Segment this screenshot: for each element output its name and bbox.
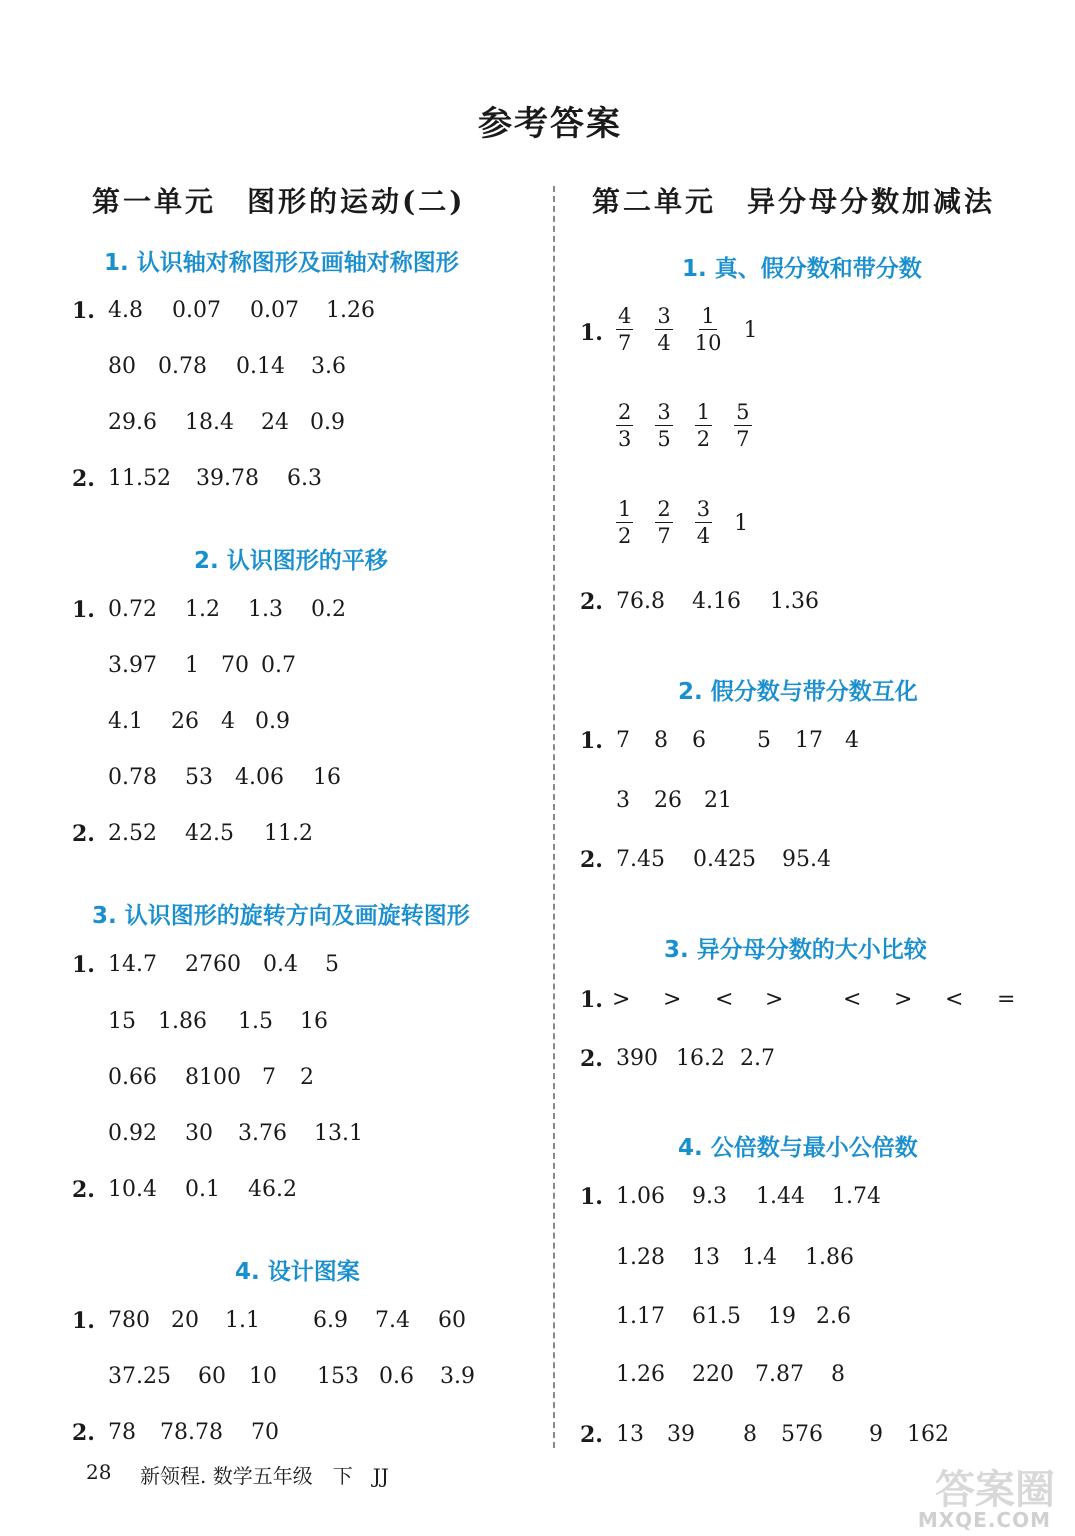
left-unit-title: 第一单元 图形的运动(二) <box>92 185 466 218</box>
fraction: $\frac{1}{10}$ <box>694 304 722 355</box>
question-label: 2. <box>580 589 603 615</box>
answer-row: 0.66 8100 7 2 <box>108 1065 314 1090</box>
answer-row: 78 78.78 70 <box>108 1420 279 1445</box>
left-section-1-title: 1. 认识轴对称图形及画轴对称图形 <box>104 250 459 276</box>
page-number: 28 <box>86 1460 112 1484</box>
question-label: 1. <box>72 597 95 623</box>
answer-row: 14.7 2760 0.4 5 <box>108 952 339 977</box>
book-title: 新领程. 数学五年级 下 JJ <box>140 1464 389 1488</box>
fraction: $\frac{1}{2}$ <box>696 400 711 451</box>
question-label: 2. <box>72 821 95 847</box>
answer-row: 13 39 8 576 9 162 <box>616 1422 949 1447</box>
watermark-logo: 答案圈 <box>935 1467 1055 1513</box>
answer-row: 37.25 60 10 153 0.6 3.9 <box>108 1364 475 1389</box>
answer-row: 11.52 39.78 6.3 <box>108 466 322 491</box>
question-label: 1. <box>580 1184 603 1210</box>
answer-row: 80 0.78 0.14 3.6 <box>108 354 346 379</box>
fraction-row <box>616 402 774 450</box>
fraction: $\frac{5}{7}$ <box>736 400 750 451</box>
answer-row: 76.8 4.16 1.36 <box>616 589 819 614</box>
question-label: 1. <box>72 1308 95 1334</box>
answer-row: 3.97 1 70 0.7 <box>108 653 296 678</box>
right-section-2-title: 2. 假分数与带分数互化 <box>678 679 918 705</box>
answer-row: 29.6 18.4 24 0.9 <box>108 410 345 435</box>
question-label: 2. <box>580 1422 603 1448</box>
question-label: 2. <box>72 1177 95 1203</box>
answer-row: 10.4 0.1 46.2 <box>108 1177 297 1202</box>
answer-row: > > < > < > < = <box>612 987 1016 1012</box>
question-label: 2. <box>580 847 603 873</box>
fraction: $\frac{2}{7}$ <box>657 497 671 548</box>
answer-row: 0.78 53 4.06 16 <box>108 765 341 790</box>
question-label: 1. <box>72 298 95 324</box>
column-divider <box>553 186 555 1448</box>
question-label: 1. <box>72 952 95 978</box>
page-title: 参考答案 <box>478 104 622 144</box>
answer-row: 7.45 0.425 95.4 <box>616 847 831 872</box>
fraction: $\frac{2}{3}$ <box>618 400 632 451</box>
question-label: 2. <box>580 1046 603 1072</box>
answer-row: 4.1 26 4 0.9 <box>108 709 290 734</box>
answer-row: 1.06 9.3 1.44 1.74 <box>616 1184 881 1209</box>
answer-row: 0.72 1.2 1.3 0.2 <box>108 597 346 622</box>
fraction-row: $\frac{4}{7}$ $\frac{3}{4}$ $\frac{1}{10}$ 1 <box>618 304 758 355</box>
watermark-url: MXQE.COM <box>917 1508 1051 1532</box>
fraction: $\frac{4}{7}$ <box>618 304 632 355</box>
left-section-4-title: 4. 设计图案 <box>235 1259 360 1285</box>
fraction: $\frac{3}{4}$ <box>657 304 671 355</box>
question-label: 1. <box>580 728 603 754</box>
left-section-3-title: 3. 认识图形的旋转方向及画旋转图形 <box>92 903 470 929</box>
answer-row: 4.8 0.07 0.07 1.26 <box>108 298 375 323</box>
right-section-1-title: 1. 真、假分数和带分数 <box>682 256 922 282</box>
left-section-2-title: 2. 认识图形的平移 <box>194 548 388 574</box>
answer-row: 2.52 42.5 11.2 <box>108 821 313 846</box>
answer-row: 1.26 220 7.87 8 <box>616 1362 845 1387</box>
question-label: 1. <box>580 987 603 1013</box>
fraction: $\frac{3}{5}$ <box>657 400 671 451</box>
fraction: $\frac{1}{2}$ <box>618 497 632 548</box>
right-section-3-title: 3. 异分母分数的大小比较 <box>664 937 927 963</box>
question-label: 2. <box>72 466 95 492</box>
answer-row: 7 8 6 5 17 4 <box>616 728 859 753</box>
answer-row: 0.92 30 3.76 13.1 <box>108 1121 363 1146</box>
answer-row: 390 16.2 2.7 <box>616 1046 775 1071</box>
fraction: $\frac{3}{4}$ <box>696 497 711 548</box>
answer-row: 780 20 1.1 6.9 7.4 60 <box>108 1308 466 1333</box>
answer-row: 3 26 21 <box>616 788 732 813</box>
right-unit-title: 第二单元 异分母分数加减法 <box>592 185 996 218</box>
answer-row: 1.28 13 1.4 1.86 <box>616 1245 854 1270</box>
question-label: 1. <box>580 320 603 346</box>
right-section-4-title: 4. 公倍数与最小公倍数 <box>678 1135 918 1161</box>
answer-row: 1.17 61.5 19 2.6 <box>616 1304 851 1329</box>
fraction-row: $\frac{1}{2}$ $\frac{2}{7}$ $\frac{3}{4}$ 1 <box>618 497 749 548</box>
answer-row: 15 1.86 1.5 16 <box>108 1009 328 1034</box>
question-label: 2. <box>72 1420 95 1446</box>
